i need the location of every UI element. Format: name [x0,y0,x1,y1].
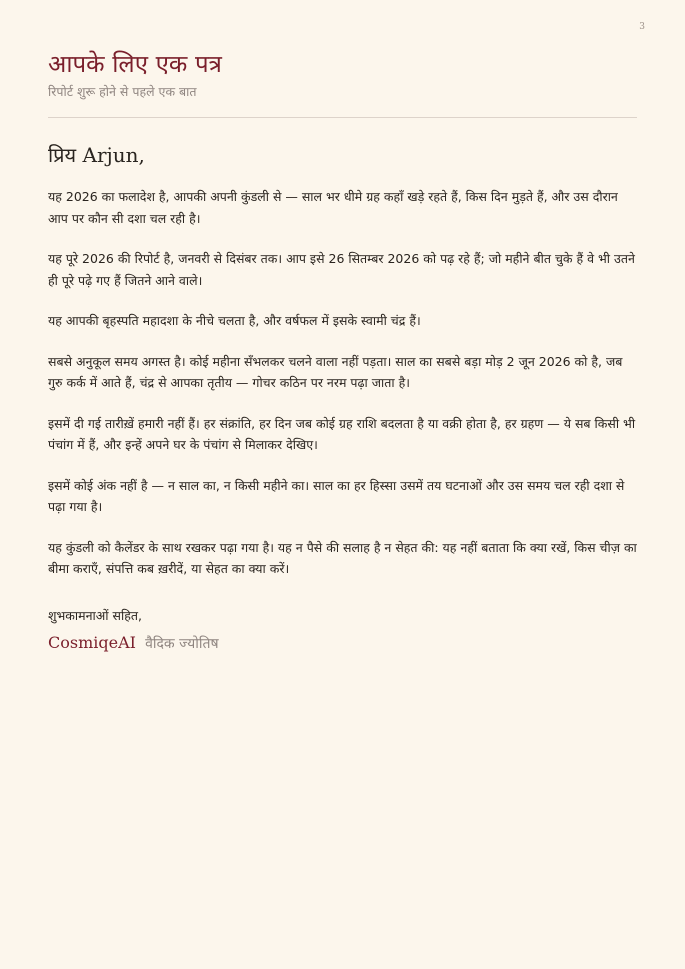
letter-paragraph: यह 2026 का फलादेश है, आपकी अपनी कुंडली से — साल भर धीमे ग्रह कहाँ खड़े रहते हैं, किस दिन मुड़ते हैं, और उस दौरान आप पर कौन सी दशा चल रही है। [48,189,618,226]
letter-paragraph: इसमें कोई अंक नहीं है — न साल का, न किसी महीने का। साल का हर हिस्सा उसमें तय घटनाओं और उस समय चल रही दशा से पढ़ा गया है। [48,477,625,514]
page-subtitle: रिपोर्ट शुरू होने से पहले एक बात [48,84,197,99]
page-title: आपके लिए एक पत्र [48,50,222,78]
page-number: 3 [639,22,645,32]
letter-paragraph: यह आपकी बृहस्पति महादशा के नीचे चलता है, और वर्षफल में इसके स्वामी चंद्र हैं। [48,313,421,328]
letter-paragraph: यह कुंडली को कैलेंडर के साथ रखकर पढ़ा गया है। यह न पैसे की सलाह है न सेहत की: यह नहीं बताता कि क्या रखें, किस चीज़ का बीमा कराएँ, संपत्ति कब ख़रीदें, या सेहत का क्या करें। [48,539,637,576]
header-divider [48,117,637,118]
letter-paragraph: सबसे अनुकूल समय अगस्त है। कोई महीना सँभलकर चलने वाला नहीं पड़ता। साल का सबसे बड़ा मोड़ 2 जून 2026 को है, जब गुरु कर्क में आते हैं, चंद्र से आपका तृतीय — गोचर कठिन पर नरम पढ़ा जाता है। [48,353,623,390]
letter-closing: शुभकामनाओं सहित, [48,607,142,623]
letter-paragraph: यह पूरे 2026 की रिपोर्ट है, जनवरी से दिसंबर तक। आप इसे 26 सितम्बर 2026 को पढ़ रहे हैं; जो महीने बीत चुके हैं वे भी उतने ही पूरे पढ़े गए हैं जितने आने वाले। [48,251,635,288]
letter-paragraph: इसमें दी गई तारीख़ें हमारी नहीं हैं। हर संक्रांति, हर दिन जब कोई ग्रह राशि बदलता है या वक्री होता है, हर ग्रहण — ये सब किसी भी पंचांग में हैं, और इन्हें अपने घर के पंचांग से मिलाकर देखिए। [48,415,636,452]
letter-header [48,0,637,118]
signature-brand: CosmiqeAI [48,632,136,652]
letter-greeting: प्रिय Arjun, [48,143,145,167]
signature-subtitle: वैदिक ज्योतिष [145,635,219,652]
letter-body [48,186,637,580]
letter-signature [48,630,637,657]
